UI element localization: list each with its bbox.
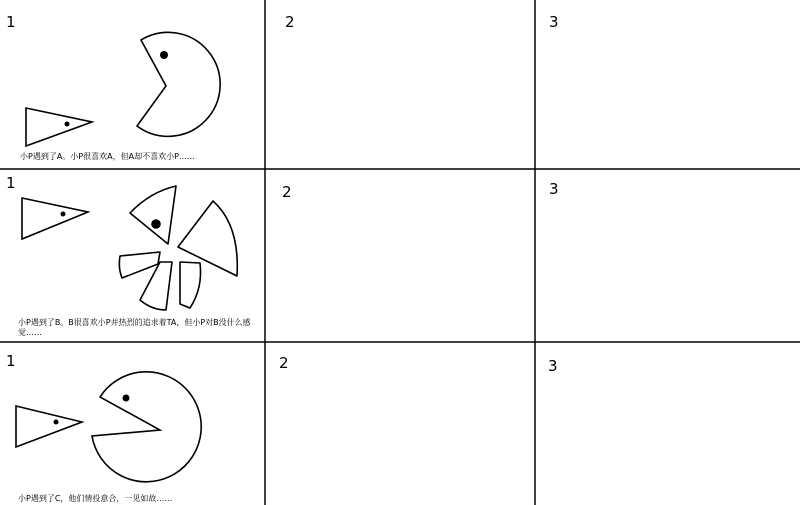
character-c-pacman (92, 372, 201, 482)
panel-caption-r1: 小P遇到了A。小P很喜欢A，但A却不喜欢小P…… (20, 152, 195, 161)
character-p-triangle-row1 (26, 108, 92, 146)
character-p-triangle-row2 (22, 198, 88, 239)
panel-number-r1c3: 3 (549, 13, 559, 31)
character-p-triangle-row3 (16, 406, 82, 447)
panel-number-r2c2: 2 (282, 183, 292, 201)
panel-number-r3c1: 1 (6, 352, 16, 370)
character-b-pinwheel (119, 186, 237, 310)
panel-number-r1c2: 2 (285, 13, 295, 31)
panel-number-r1c1: 1 (6, 13, 16, 31)
panel-caption-r2: 小P遇到了B。B很喜欢小P并热烈的追求着TA，但小P对B没什么感觉…… (18, 318, 251, 337)
panel-caption-r3: 小P遇到了C，他们情投意合，一见如故…… (18, 494, 173, 503)
panel-number-r2c1: 1 (6, 174, 16, 192)
panel-number-r3c2: 2 (279, 354, 289, 372)
panel-number-r2c3: 3 (549, 180, 559, 198)
character-a-pacman (137, 32, 220, 136)
panel-number-r3c3: 3 (548, 357, 558, 375)
